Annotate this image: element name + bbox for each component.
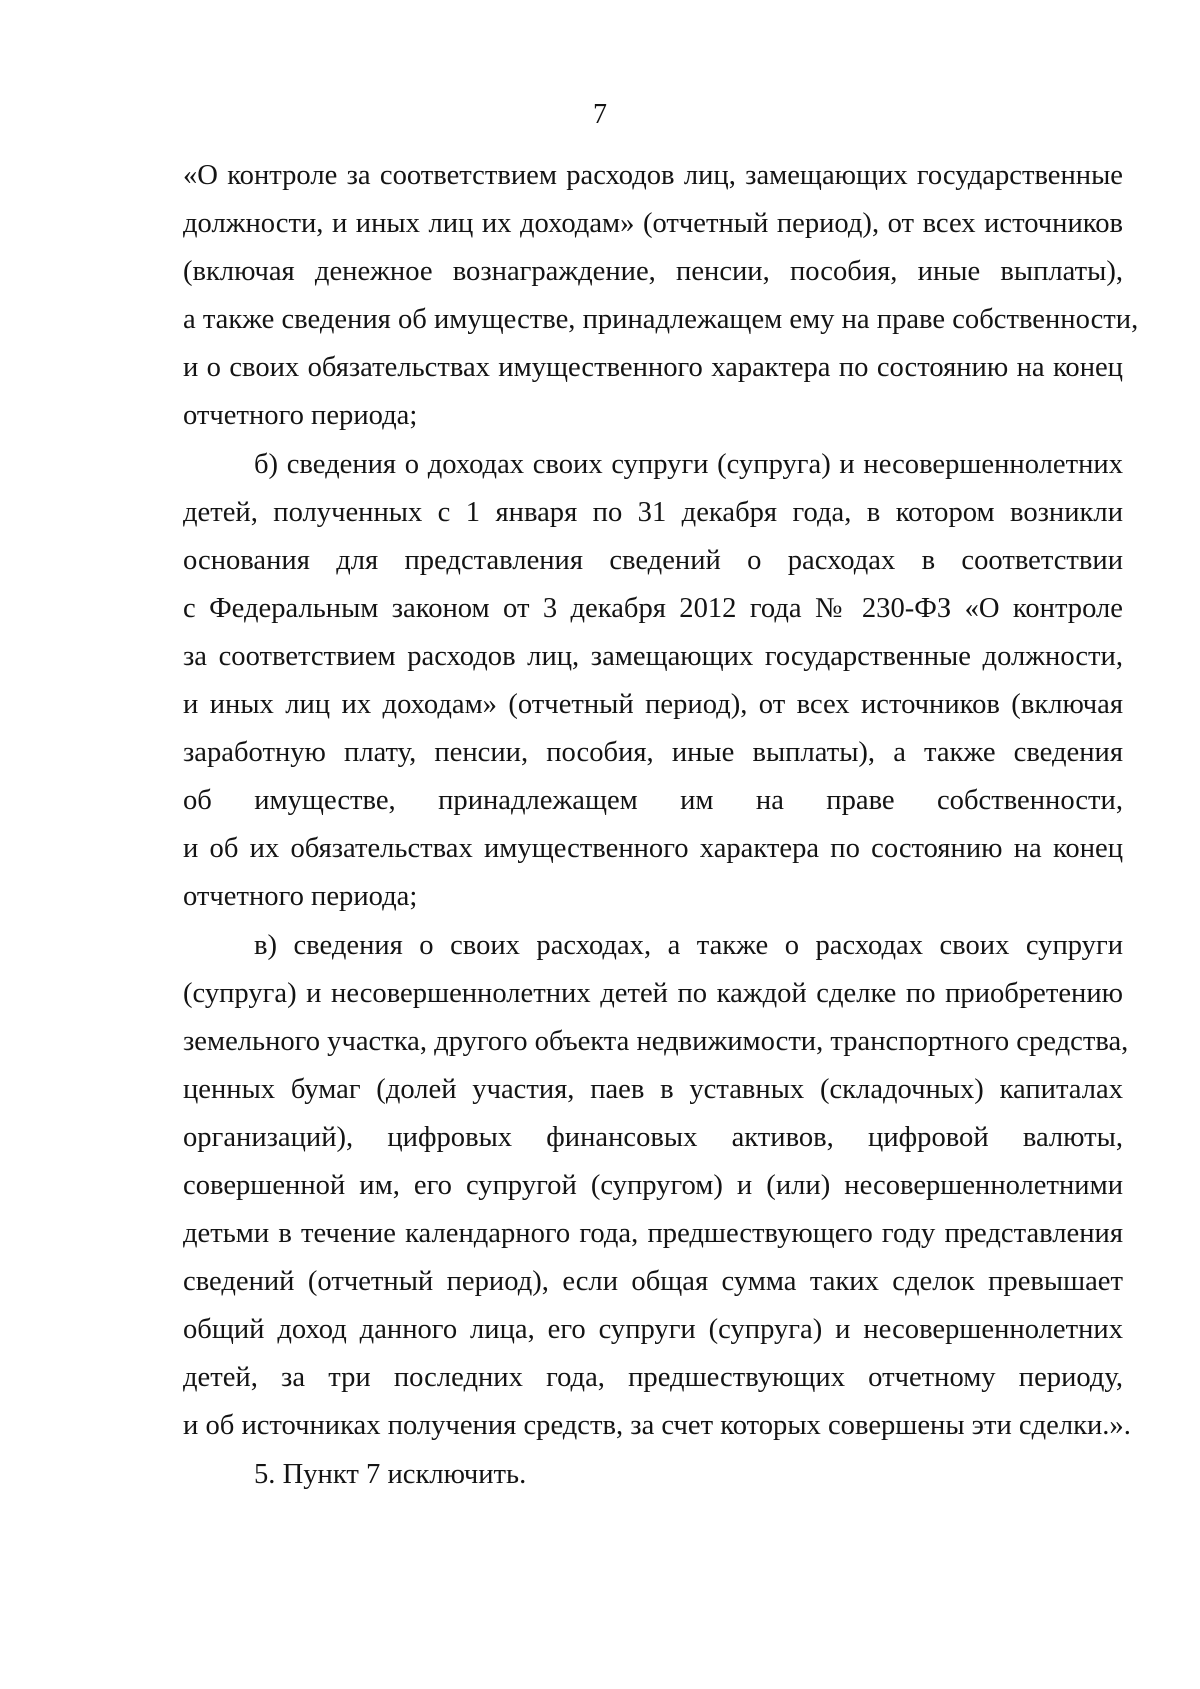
page-number: 7	[593, 99, 607, 130]
text-line: земельного участка, другого объекта недвижимости, транспортного средства,	[183, 1025, 1129, 1057]
text-line: организаций), цифровых финансовых активов, цифровой валюты,	[183, 1121, 1123, 1153]
text-line: и об их обязательствах имущественного характера по состоянию на конец	[183, 833, 1123, 865]
text-line: ценных бумаг (долей участия, паев в уставных (складочных) капиталах	[183, 1073, 1123, 1105]
document-body	[183, 152, 1139, 1499]
text-line: в) сведения о своих расходах, а также о расходах своих супруги	[254, 929, 1123, 961]
text-line: детьми в течение календарного года, предшествующего году представления	[183, 1218, 1123, 1250]
text-line: и об источниках получения средств, за счет которых совершены эти сделки.».	[183, 1410, 1131, 1442]
text-line: отчетного периода;	[183, 881, 418, 913]
text-line: детей, полученных с 1 января по 31 декабря года, в котором возникли	[183, 496, 1123, 528]
text-line: должности, и иных лиц их доходам» (отчетный период), от всех источников	[183, 208, 1123, 240]
text-line: 5. Пункт 7 исключить.	[254, 1458, 527, 1490]
text-line: «О контроле за соответствием расходов лиц, замещающих государственные	[183, 160, 1123, 191]
text-line: а также сведения об имуществе, принадлежащем ему на праве собственности,	[183, 304, 1139, 336]
text-line: отчетного периода;	[183, 400, 418, 432]
text-line: и о своих обязательствах имущественного характера по состоянию на конец	[183, 352, 1123, 384]
text-line: совершенной им, его супругой (супругом) и (или) несовершеннолетними	[183, 1169, 1123, 1201]
text-line: об имуществе, принадлежащем им на праве собственности,	[183, 785, 1123, 817]
text-line: общий доход данного лица, его супруги (супруга) и несовершеннолетних	[183, 1314, 1123, 1346]
text-line: детей, за три последних года, предшествующих отчетному периоду,	[183, 1362, 1123, 1394]
text-line: за соответствием расходов лиц, замещающих государственные должности,	[183, 640, 1123, 672]
text-line: б) сведения о доходах своих супруги (супруга) и несовершеннолетних	[254, 448, 1123, 480]
text-line: и иных лиц их доходам» (отчетный период), от всех источников (включая	[183, 689, 1123, 721]
text-line: (включая денежное вознаграждение, пенсии, пособия, иные выплаты),	[183, 256, 1123, 288]
text-line: заработную плату, пенсии, пособия, иные выплаты), а также сведения	[183, 737, 1123, 769]
text-line: основания для представления сведений о расходах в соответствии	[183, 544, 1123, 576]
text-line: с Федеральным законом от 3 декабря 2012 года № 230-ФЗ «О контроле	[183, 592, 1123, 624]
text-line: (супруга) и несовершеннолетних детей по каждой сделке по приобретению	[183, 977, 1123, 1009]
text-line: сведений (отчетный период), если общая сумма таких сделок превышает	[183, 1266, 1123, 1298]
